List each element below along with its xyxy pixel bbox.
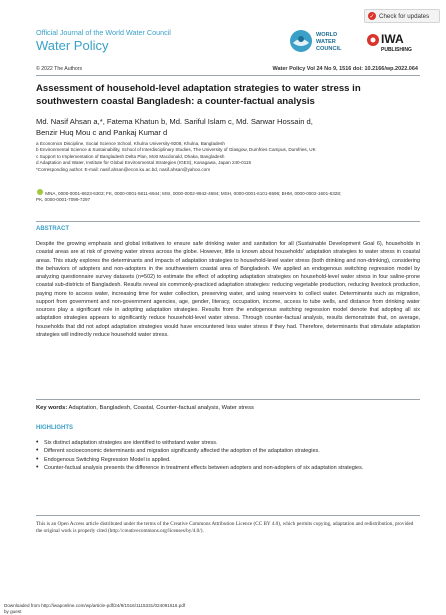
author-list	[36, 117, 416, 138]
wwc-logo-line1: WORLD	[316, 32, 338, 38]
highlights-heading: HIGHLIGHTS	[36, 425, 73, 431]
keywords-divider	[36, 399, 420, 400]
affiliation-item: d Adaptation and Water, Institute for Global Environmental Strategies (IGES), Kanagawa, Japan 240-0115	[36, 160, 252, 166]
keywords-label: Key words:	[36, 405, 68, 411]
author-line-1: Md. Nasif Ahsan a,*, Fatema Khatun b, Md. Sariful Islam c, Md. Sarwar Hossain d,	[36, 117, 313, 126]
orcid-list	[36, 189, 420, 204]
download-notice	[4, 603, 185, 614]
author-line-2: Benzir Huq Mou c and Pankaj Kumar d	[36, 127, 168, 137]
keywords-text: Adaptation, Bangladesh, Coastal, Counter-factual analysis, Water stress	[68, 405, 254, 411]
download-guest: by guest	[4, 608, 22, 614]
license-divider	[36, 515, 420, 516]
highlight-item: • Six distinct adaptation strategies are identified to withstand water stress.	[36, 439, 420, 447]
highlight-item: • Counter-factual analysis presents the difference in treatment effects between adopters and non-adopters of six adaptation strategies.	[36, 464, 420, 472]
corresponding-author: *Corresponding author. E-mail: nasif.ahsan@econ.ku.ac.bd, nasif.ahsan@yahoo.com	[36, 166, 211, 172]
iwa-logo-sub: PUBLISHING	[381, 47, 412, 53]
wwc-logo-line2: WATER	[316, 39, 336, 45]
license-text: This is an Open Access article distributed under the terms of the Creative Commons Attribution Licence (CC BY 4.0), which permits copying, adaptation and redistribution, provided the original work is properly cited (http://creativecommons.org/licenses/by/4.0/).	[36, 521, 414, 534]
affiliation-item: b Environmental Science & Sustainability, School of Interdisciplinary Studies, The University of Glasgow, Dumfries Campus, Dumfries, UK	[36, 147, 316, 153]
download-url: Downloaded from http://iwaponline.com/wp/article-pdf/24/9/1516/1115331/024091516.pdf	[4, 603, 186, 608]
highlights-list	[36, 439, 420, 473]
article-title: Assessment of household-level adaptation strategies to water stress in southwestern coastal Bangladesh: a counter-factual analysis	[36, 83, 361, 107]
check-updates-icon: ✓	[369, 13, 375, 20]
check-updates-button[interactable]	[364, 9, 440, 23]
check-updates-label: Check for updates	[379, 12, 430, 20]
wwc-logo-line3: COUNCIL	[316, 46, 342, 52]
affiliation-item: c Support to Implementation of Bangladesh Delta Plan, Mott Macdonald, Dhaka, Bangladesh	[36, 153, 225, 159]
header-divider	[36, 75, 420, 76]
highlight-item: • Endogenous Switching Regression Model is applied.	[36, 456, 420, 464]
abstract-divider	[36, 221, 420, 222]
orcid-ids-line1: MNA, 0000-0001-8623-6303; FK, 0000-0001-5811-6944; MSI, 0000-0002-9942-4684; MSH, 0000-0001-6101-6596; BHM, 0000-0002-1601-6328;	[45, 191, 342, 196]
iwa-logo-main: IWA	[381, 32, 404, 46]
affiliation-item: a Economics Discipline, Social Science School, Khulna University-9208, Khulna, Bangladesh	[36, 141, 225, 146]
journal-title: Water Policy	[36, 38, 109, 53]
copyright-notice: © 2022 The Authors	[36, 66, 83, 72]
wwc-logo	[289, 27, 365, 55]
article-citation: Water Policy Vol 24 No 9, 1516 doi: 10.2166/wp.2022.064	[272, 66, 418, 72]
highlight-item: • Different socioeconomic determinants and migration significantly affected the adoption of the adaptation strategies.	[36, 447, 420, 455]
keywords	[36, 405, 420, 411]
orcid-icon	[37, 189, 43, 195]
affiliation-list	[36, 141, 420, 173]
abstract-heading: ABSTRACT	[36, 226, 69, 232]
journal-tagline: Official Journal of the World Water Council	[36, 28, 171, 37]
abstract-text: Despite the growing emphasis and global initiatives to ensure safe drinking water and sanitation for all (Sustainable Development Goal 6), households in coastal areas are at risk of growing water stress across the globe. However, little is known about households' adaptation strategies to water stress in coastal areas. This study explores the determinants and impacts of adaptation strategies to household-level water stress (both drinking and non-drinking), considering the behaviors of adopters and non-adopters in the southwestern coastal area of Bangladesh. We applied an endogenous switching regression model by analyzing questionnaire survey datasets (n=502) to estimate the effect of adopting adaptation strategies on household-level water stress in four saline-prone coastal sub-districts of Bangladesh. Results reveal six commonly-practiced adaptation strategies: reducing vegetable production, reducing livestock production, paying more to access water, increasing time for water collection, preserving water, and using reservoirs to collect water. Determinants such as migration, support from government and non-government agencies, age, gender, literacy, occupation, income, access to tube wells, and distance from drinking water sources play a significant role in adopting adaptation strategies. Results from the endogenous switching regression model denote that adopting all six adaptation strategies appears to significantly reduce household-level water stress. Through counter-factual analysis, results demonstrate that, on average, households that did not adopt adaptation strategies would have encountered less water stress if they had. Therefore, determinants that stimulate adaptation strategies will indirectly reduce household water stress.	[36, 241, 420, 338]
orcid-ids-line2: PK, 0000-0001-7099-7297	[36, 197, 91, 203]
iwa-logo-icon	[367, 34, 379, 46]
wwc-drop-icon	[290, 30, 312, 52]
iwa-logo	[366, 27, 422, 55]
